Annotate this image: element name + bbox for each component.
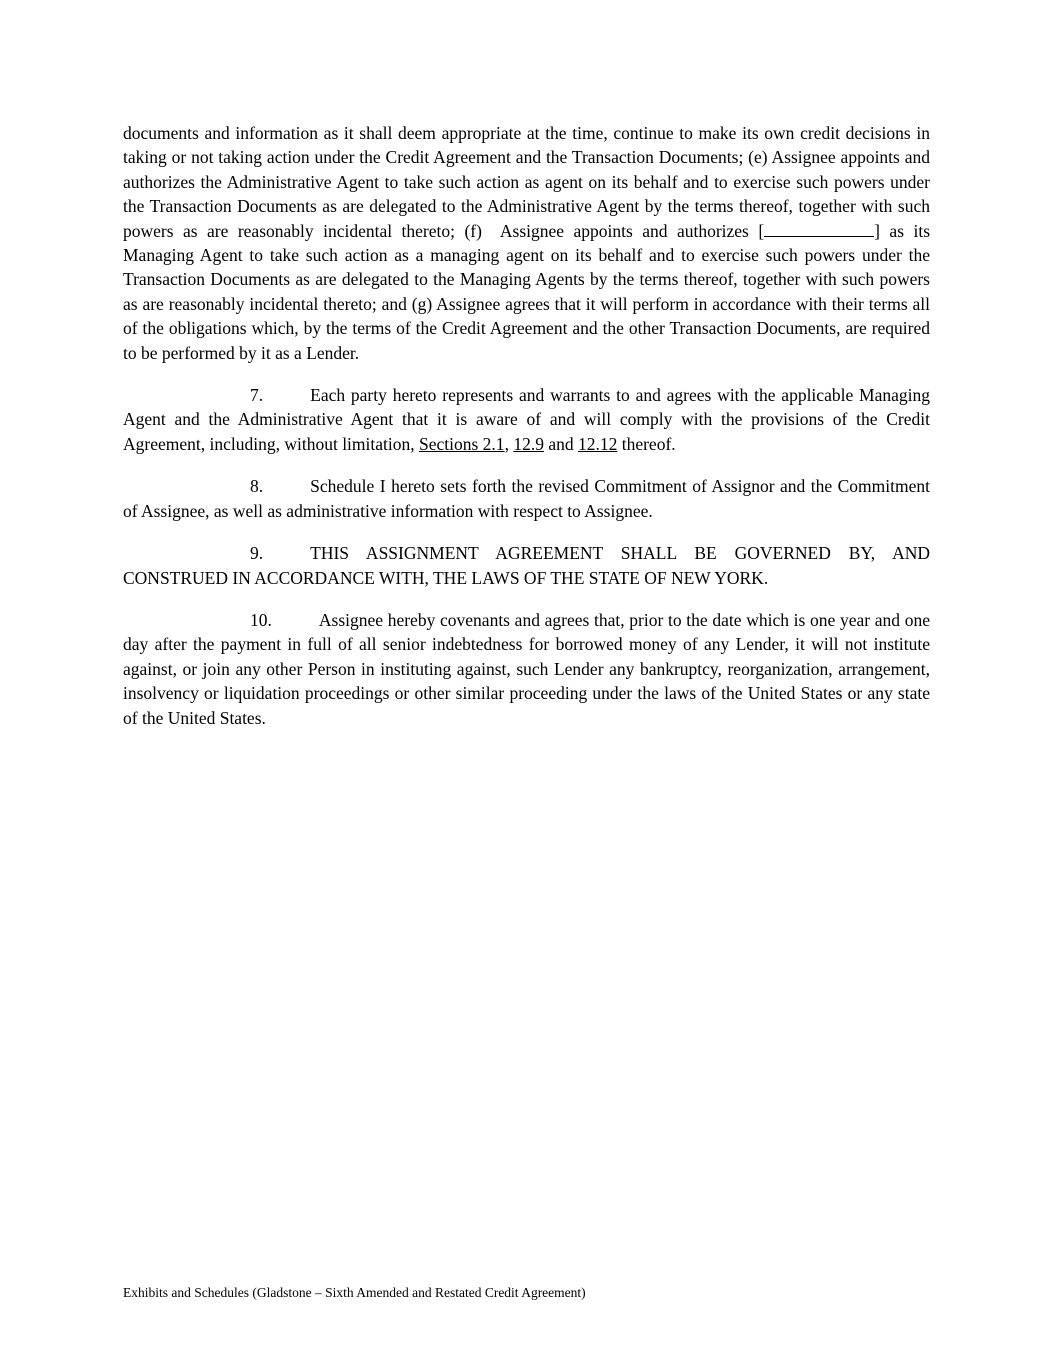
text-run: Schedule I hereto sets forth the revised Commitment of Assignor and the Commitment of Assignee, as well as administrative information with respect to Assignee. bbox=[123, 476, 930, 521]
paragraph-10 bbox=[123, 608, 930, 730]
text-run: THIS ASSIGNMENT AGREEMENT SHALL BE GOVERNED BY, AND CONSTRUED IN ACCORDANCE WITH, THE LAWS OF THE STATE OF NEW YORK. bbox=[123, 543, 930, 588]
section-reference: 12.12 bbox=[577, 433, 618, 454]
text-run: thereof. bbox=[617, 433, 676, 454]
paragraph-number: 10. bbox=[250, 609, 272, 630]
paragraph-8 bbox=[123, 474, 930, 523]
document-body bbox=[123, 121, 930, 748]
text-run: Assignee hereby covenants and agrees that, prior to the date which is one year and one day after the payment in full of all senior indebtedness for borrowed money of any Lender, it will not institute against, or join any other Person in instituting against, such Lender any bankruptcy, reorganization, arrangement, insolvency or liquidation proceedings or other similar proceeding under the laws of the United States or any state of the United States. bbox=[123, 609, 930, 728]
paragraph-9 bbox=[123, 541, 930, 590]
section-reference: 12.9 bbox=[513, 433, 544, 454]
paragraph-number: 7. bbox=[250, 385, 264, 406]
paragraph-7 bbox=[123, 383, 930, 456]
page-footer: Exhibits and Schedules (Gladstone – Sixth Amended and Restated Credit Agreement) bbox=[123, 1285, 586, 1300]
paragraph-number: 9. bbox=[250, 543, 264, 564]
paragraph-number: 8. bbox=[250, 476, 264, 497]
paragraph-continuation bbox=[123, 121, 930, 365]
text-run: ] as its Managing Agent to take such action as a managing agent on its behalf and to exercise such powers under the Transaction Documents as are delegated to the Managing Agents by the terms thereof, together with such powers as are reasonably incidental thereto; and (g) Assignee agrees that it will perform in accordance with their terms all of the obligations which, by the terms of the Credit Agreement and the other Transaction Documents, are required to be performed by it as a Lender. bbox=[123, 220, 931, 363]
text-run: Each party hereto represents and warrants to and agrees with the applicable Managing Agent and the Administrative Agent that it is aware of and will comply with the provisions of the Credit Agreement, including, without limitation, bbox=[123, 385, 930, 454]
section-reference: Sections 2.1 bbox=[419, 433, 505, 454]
fill-in-blank bbox=[764, 221, 874, 237]
text-run: , bbox=[504, 433, 514, 454]
text-run: documents and information as it shall deem appropriate at the time, continue to make its own credit decisions in taking or not taking action under the Credit Agreement and the Transaction Documents; (e) Assignee appoints and authorizes the Administrative Agent to take such action as agent on its behalf and to exercise such powers under the Transaction Documents as are delegated to the Administrative Agent by the terms thereof, together with such powers as are reasonably incidental thereto; (f) Assignee appoints and authorizes [ bbox=[123, 123, 930, 241]
text-run: and bbox=[543, 433, 578, 454]
